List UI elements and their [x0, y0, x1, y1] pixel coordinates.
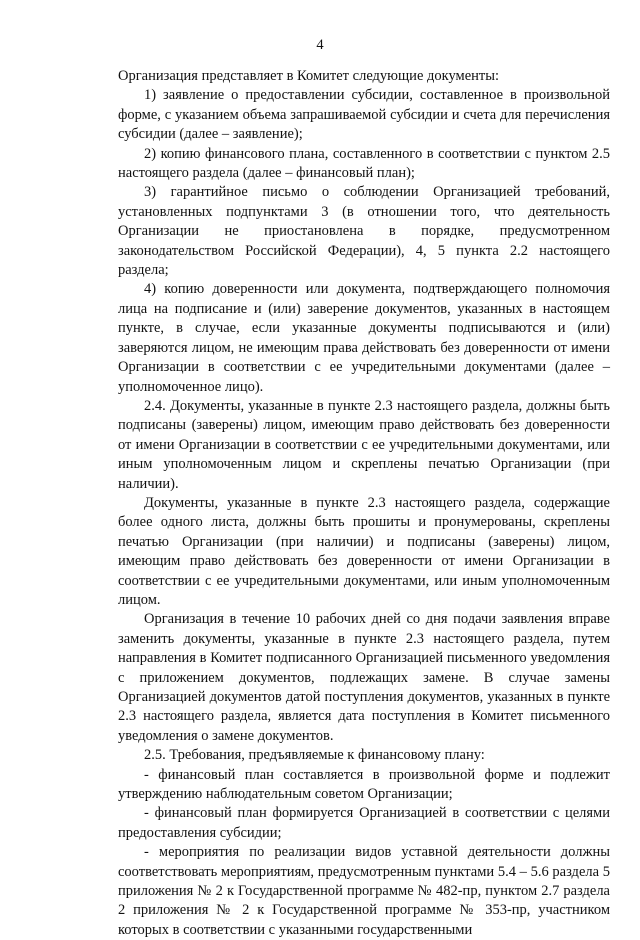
paragraph-requirement-3: - мероприятия по реализации видов уставной деятельности должны соответствовать мероприятиям, предусмотренным пунктами 5.4 – 5.6 раздела 5 приложения № 2 к Государственной программе № 482-пр, пунктом 2.7 раздела 2 приложения № 2 к Государственной программе № 353-пр, участником которых в соответствии с указанными государственными	[118, 844, 610, 938]
document-body	[118, 67, 610, 940]
paragraph-documents-replacement: Организация в течение 10 рабочих дней со дня подачи заявления вправе заменить документы, указанные в пункте 2.3 настоящего раздела, путем направления в Комитет подписанного Организацией письменного уведомления с приложением документов, подлежащих замене. В случае замены Организацией документов датой поступления документов, указанных в пункте 2.3 настоящего раздела, является дата поступления в Комитет письменного уведомления о замене документов.	[118, 611, 610, 744]
paragraph-item-1: 1) заявление о предоставлении субсидии, составленное в произвольной форме, с указанием объема запрашиваемой субсидии и счета для перечисления субсидии (далее – заявление);	[118, 87, 610, 143]
paragraph-2-4: 2.4. Документы, указанные в пункте 2.3 настоящего раздела, должны быть подписаны (заверены) лицом, имеющим право действовать без доверенности от имени Организации в соответствии с ее учредительными документами, или иным уполномоченным лицом и скреплены печатью Организации (при наличии).	[118, 397, 610, 492]
paragraph-documents-binding: Документы, указанные в пункте 2.3 настоящего раздела, содержащие более одного листа, должны быть прошиты и пронумерованы, скреплены печатью Организации (при наличии) и подписаны (заверены) лицом, имеющим право действовать без доверенности от имени Организации в соответствии с ее учредительными документами, или иным уполномоченным лицом.	[118, 494, 610, 608]
paragraph-item-4: 4) копию доверенности или документа, подтверждающего полномочия лица на подписание и (или) заверение документов, указанных в настоящем пункте, в случае, если указанные документы подписываются и (или) заверяются лицом, не имеющим права действовать без доверенности от имени Организации в соответствии с ее учредительными документами (далее – уполномоченное лицо).	[118, 281, 610, 395]
paragraph-requirement-2: - финансовый план формируется Организацией в соответствии с целями предоставления субсидии;	[118, 805, 610, 841]
paragraph-requirement-1: - финансовый план составляется в произвольной форме и подлежит утверждению наблюдательным советом Организации;	[118, 766, 610, 803]
paragraph-2-5: 2.5. Требования, предъявляемые к финансовому плану:	[144, 747, 485, 764]
paragraph-intro: Организация представляет в Комитет следующие документы:	[118, 68, 500, 84]
paragraph-item-2: 2) копию финансового плана, составленного в соответствии с пунктом 2.5 настоящего раздела (далее – финансовый план);	[118, 145, 610, 182]
paragraph-item-3: 3) гарантийное письмо о соблюдении Организацией требований, установленных подпунктами 3 (в отношении того, что деятельность Организации не приостановлена в порядке, предусмотренном законодательством Российской Федерации), 4, 5 пункта 2.2 настоящего раздела;	[118, 184, 610, 279]
page-number: 4	[316, 37, 324, 53]
